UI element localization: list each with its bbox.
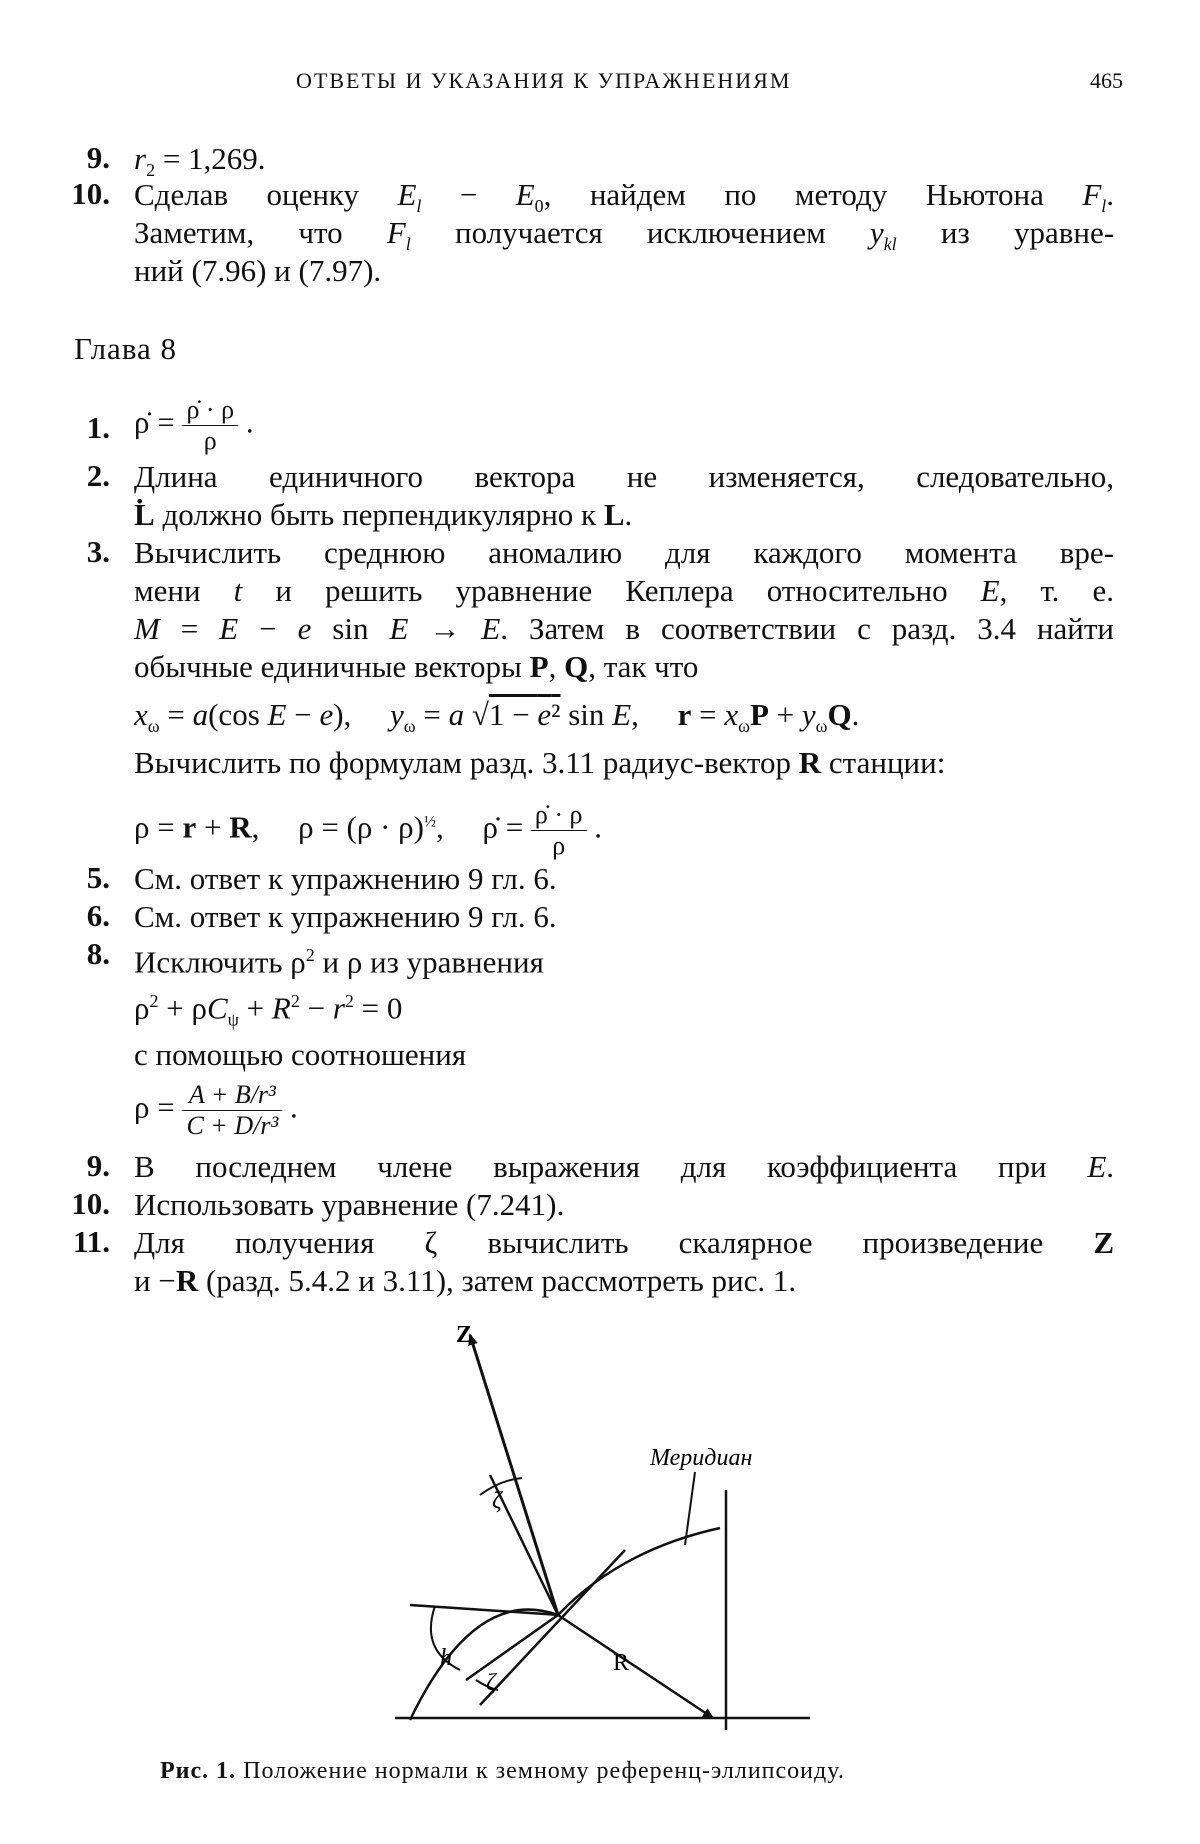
h-label: h (440, 1645, 452, 1671)
tangent-line (480, 1550, 625, 1705)
meridian-label: Меридиан (650, 1445, 753, 1471)
item-text-line: M = E − e sin E → E. Затем в соответствии с разд. 3.4 найти (134, 611, 1115, 646)
item-text-line: Заметим, что $F_l$ получается исключением $y_{kl}$ из уравне- (134, 215, 1115, 255)
item-text-line: Длина единичного вектора не изменяется, следовательно, (134, 459, 1114, 494)
item-number: 2. (86, 458, 110, 493)
item-number: 5. (86, 860, 110, 895)
item-text-line: Вычислить среднюю аномалию для каждого момента вре- (134, 535, 1114, 570)
item-number: 8. (86, 936, 110, 971)
figure-caption-text: Положение нормали к земному референц-эллипсоиду. (243, 1758, 845, 1784)
item-formula: $x_\omega = a(\cos$ E − e), $y_\omega = a$ √1 − e² sin E, $r = x_\omega P + y_\omega Q$. (134, 697, 860, 737)
item-number: 9. (86, 140, 110, 175)
zeta-label-bottom: ζ (486, 1670, 496, 1696)
item-number: 3. (86, 534, 110, 569)
item-formula: ρ̇ = $\frac{\rhȯ \cdot \rho}{\rho}$ . (134, 395, 254, 455)
item-text-line: Исключить $\rho^2$ и ρ из уравнения (134, 944, 544, 980)
zeta-label-top: ζ (492, 1488, 502, 1514)
chapter-heading: Глава 8 (74, 331, 178, 366)
running-header-title: ОТВЕТЫ И УКАЗАНИЯ К УПРАЖНЕНИЯМ (296, 68, 792, 93)
item-number: 11. (72, 1224, 110, 1259)
item-text-line: L̇ должно быть перпендикулярно к L. (134, 497, 633, 532)
item-number: 10. (71, 176, 110, 211)
item-formula: ρ = r + R, $\rho = (\rho \cdot \rho)^{\frac{1}{2}}$, ρ̇ = $\frac{\rhȯ \cdot \rho}{\rho}$ . (134, 800, 603, 860)
item-text-line: Сделав оценку $E_l - E_0$, найдем по методу Ньютона $F_l$. (134, 177, 1115, 217)
item-number: 1. (86, 410, 110, 445)
item-number: 10. (71, 1186, 110, 1221)
item-text-line: Вычислить по формулам разд. 3.11 радиус-вектор R станции: (134, 745, 946, 780)
item-text-line: с помощью соотношения (134, 1037, 467, 1072)
item-number: 9. (86, 1148, 110, 1183)
item-number: 6. (86, 898, 110, 933)
item-text-line: В последнем члене выражения для коэффициента при E. (134, 1149, 1114, 1184)
z-axis-arrow (470, 1335, 558, 1615)
item-formula: ρ = $\frac{\text{A + B/r³}}{\text{C + D/r³}}$ . (134, 1080, 298, 1140)
item-text-line: и −R (разд. 5.4.2 и 3.11), затем рассмотреть рис. 1. (134, 1263, 797, 1298)
figure-caption-prefix: Рис. 1. (160, 1758, 237, 1784)
item-text-line: Использовать уравнение (7.241). (134, 1187, 565, 1222)
item-text-line: Для получения ζ вычислить скалярное произведение Z (134, 1225, 1114, 1260)
item-text-line: обычные единичные векторы P, Q, так что (134, 649, 699, 684)
item-text-line: мени t и решить уравнение Кеплера относительно E, т. е. (134, 573, 1115, 608)
item-text-line: См. ответ к упражнению 9 гл. 6. (134, 899, 557, 934)
item-formula: $\rho^2 + \rho C_\psi + R^2 - r^2 = 0$ (134, 990, 403, 1030)
item-text: $r_2 = 1,269$. (134, 141, 266, 181)
item-text-line: ний (7.96) и (7.97). (134, 253, 382, 288)
radius-arrow (558, 1615, 713, 1718)
r-label: R (613, 1650, 630, 1676)
figure-caption (160, 1758, 845, 1785)
item-text-line: См. ответ к упражнению 9 гл. 6. (134, 861, 557, 896)
page-number: 465 (1090, 68, 1123, 93)
figure-normal-diagram (380, 1310, 840, 1730)
z-label: Z (456, 1322, 473, 1348)
